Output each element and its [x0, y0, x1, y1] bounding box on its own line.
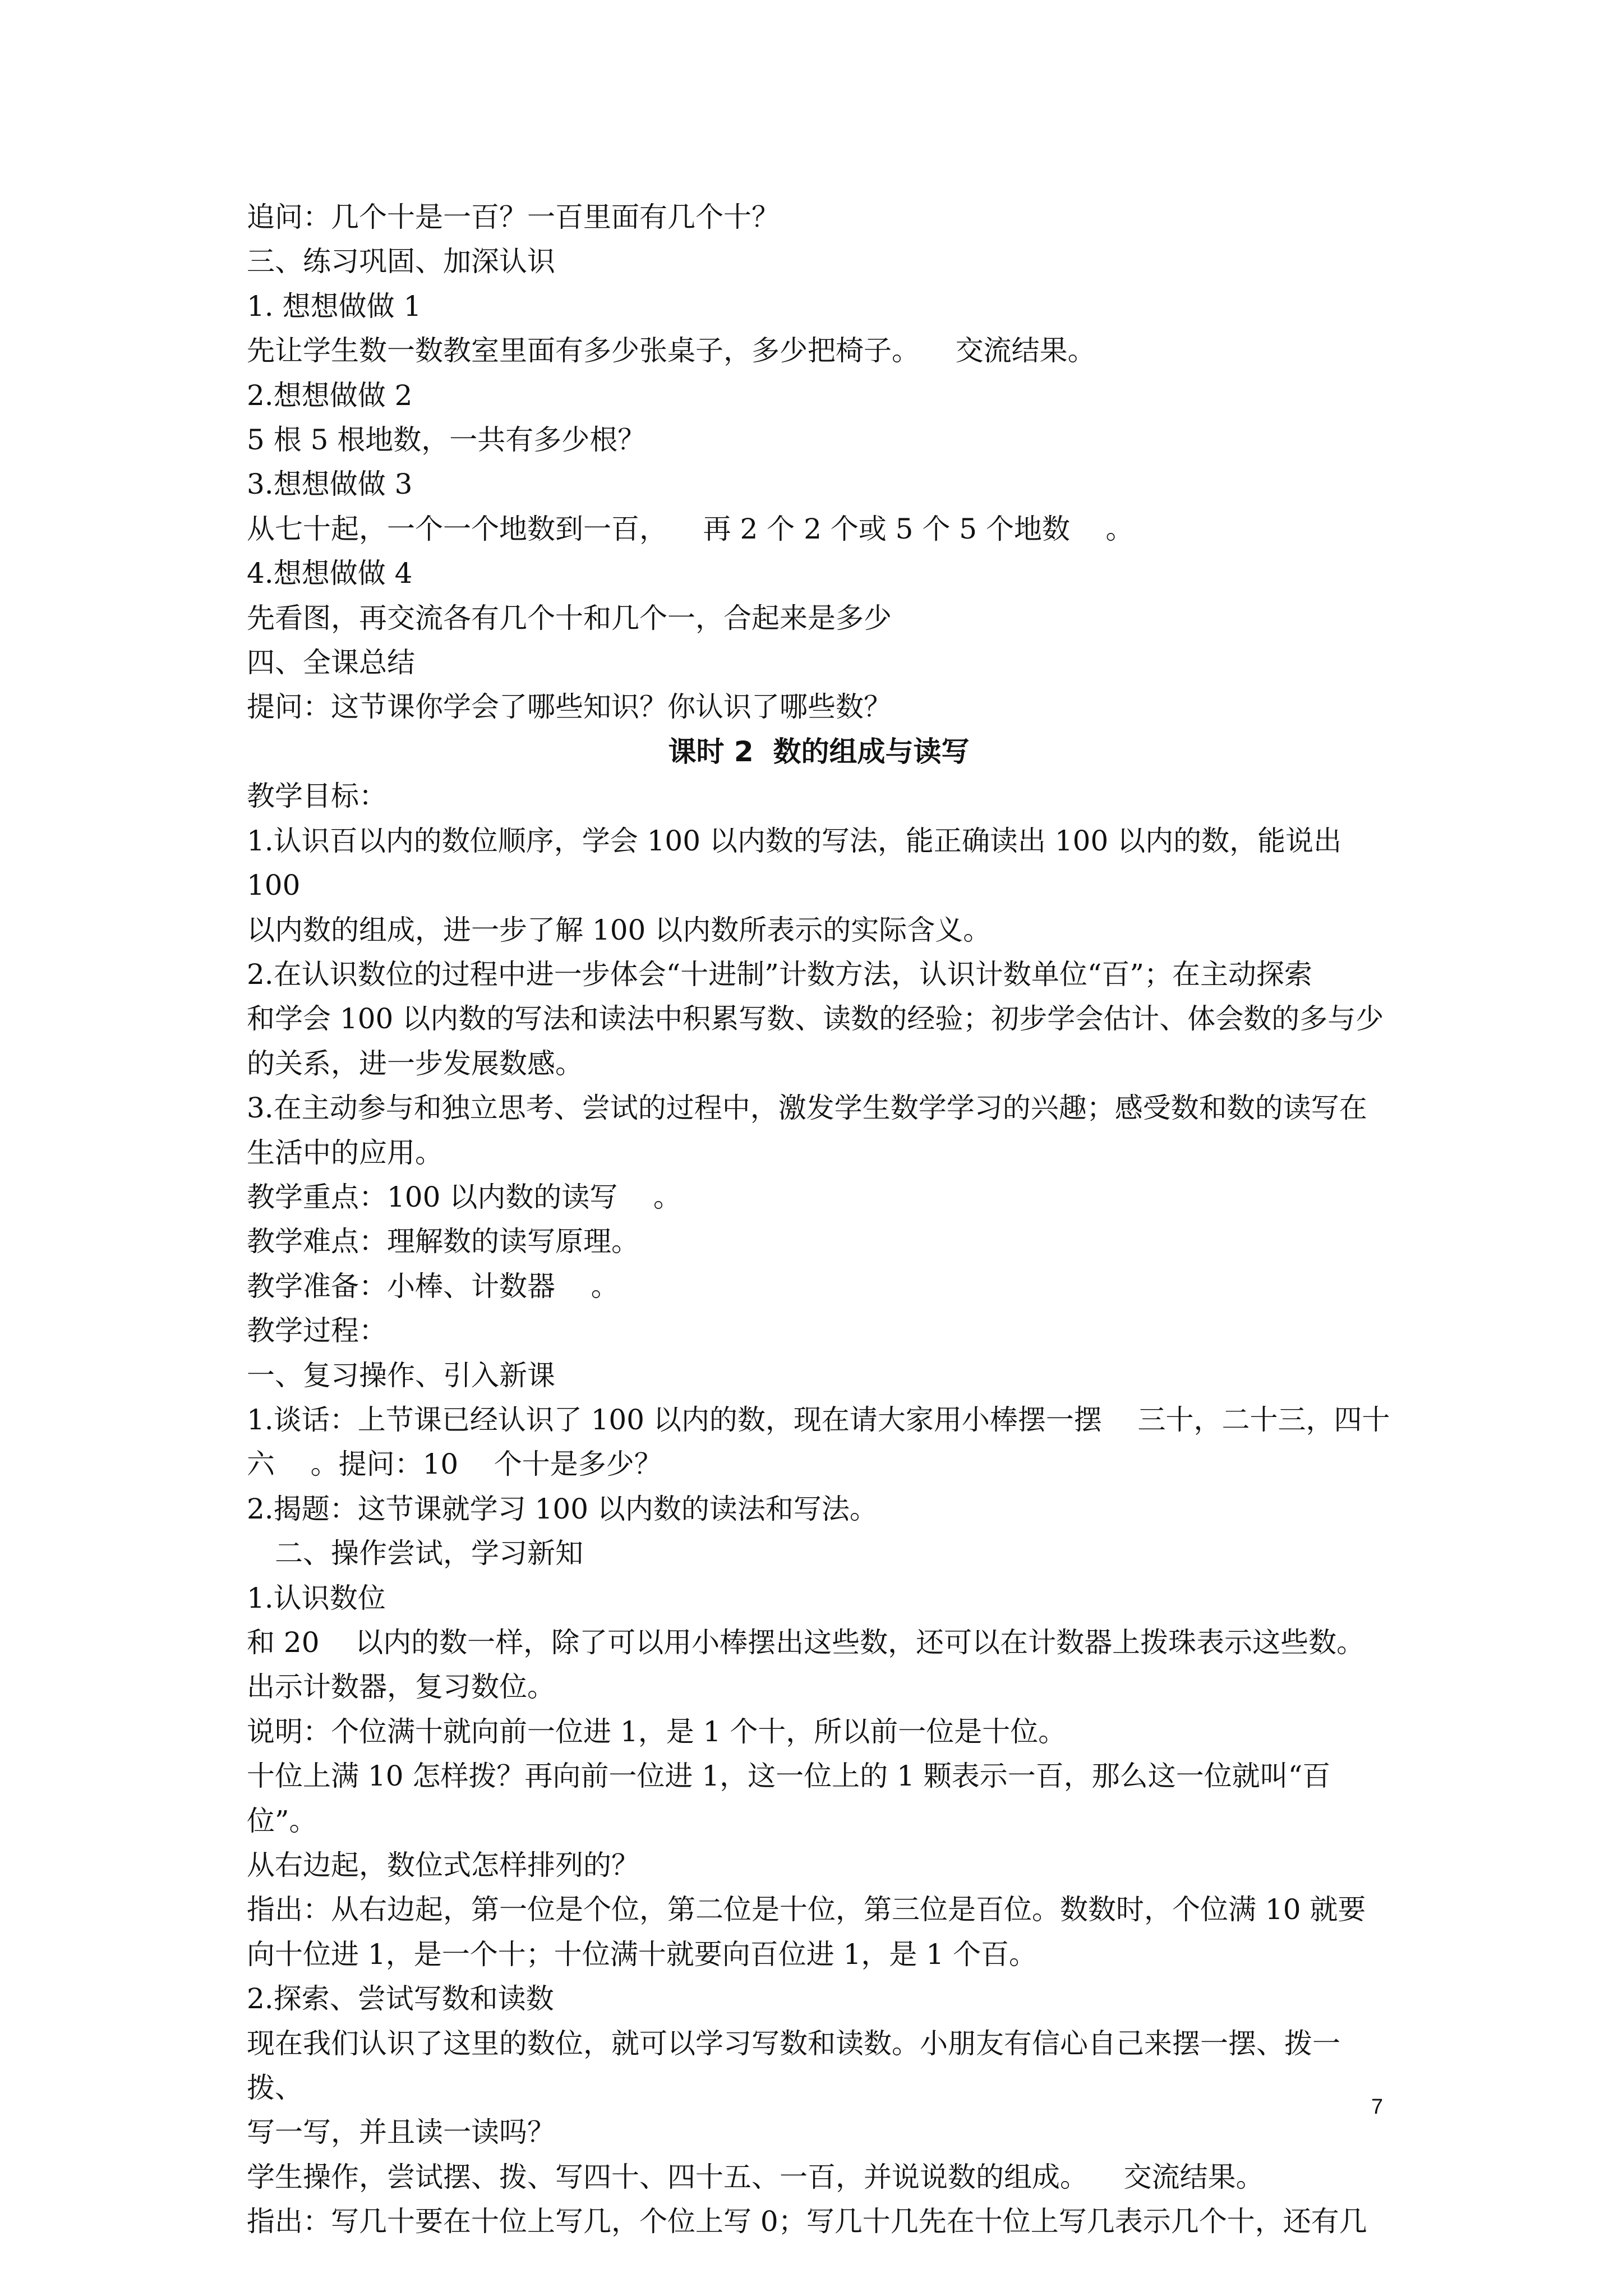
page-number: 7: [1371, 2095, 1384, 2119]
text-line: 2.想想做做 2: [247, 379, 413, 412]
text-line: 和学会 100 以内数的写法和读法中积累写数、读数的经验；初步学会估计、体会数的多与少: [247, 1002, 1384, 1036]
text-line: 1.认识数位: [247, 1581, 386, 1614]
text-line: 生活中的应用。: [247, 1136, 443, 1169]
text-line: 教学准备：小棒、计数器 。: [247, 1269, 619, 1303]
text-line: 先看图，再交流各有几个十和几个一，合起来是多少: [247, 601, 892, 634]
text-line: 1.谈话：上节课已经认识了 100 以内的数，现在请大家用小棒摆一摆 三十，二十三，四十: [247, 1403, 1390, 1436]
text-line: 2.探索、尝试写数和读数: [247, 1982, 554, 2016]
section-heading: 三、练习巩固、加深认识: [247, 245, 555, 278]
text-line: 现在我们认识了这里的数位，就可以学习写数和读数。小朋友有信心自己来摆一摆、拨一拨、: [247, 2027, 1340, 2105]
lesson-title: 课时 2 数的组成与读写: [668, 735, 970, 768]
text-line: 3.想想做做 3: [247, 468, 413, 501]
text-line: 出示计数器，复习数位。: [247, 1671, 555, 1704]
text-line: 1. 想想做做 1: [247, 289, 422, 323]
section-heading: 二、操作尝试，学习新知: [275, 1537, 583, 1570]
text-line: 教学难点：理解数的读写原理。: [247, 1225, 639, 1258]
text-line: 的关系，进一步发展数感。: [247, 1047, 583, 1080]
text-line: 从右边起，数位式怎样排列的？: [247, 1849, 639, 1882]
text-line: 学生操作，尝试摆、拨、写四十、四十五、一百，并说说数的组成。 交流结果。: [247, 2160, 1264, 2193]
text-line: 和 20 以内的数一样，除了可以用小棒摆出这些数，还可以在计数器上拨珠表示这些数。: [247, 1626, 1365, 1659]
text-line: 教学过程：: [247, 1314, 387, 1347]
text-line: 3.在主动参与和独立思考、尝试的过程中，激发学生数学学习的兴趣；感受数和数的读写在: [247, 1092, 1367, 1125]
text-line: 5 根 5 根地数，一共有多少根？: [247, 424, 646, 457]
text-line: 向十位进 1，是一个十；十位满十就要向百位进 1，是 1 个百。: [247, 1938, 1038, 1971]
text-line: 指出：从右边起，第一位是个位，第二位是十位，第三位是百位。数数时，个位满 10 就要: [247, 1893, 1366, 1926]
text-line: 教学重点：100 以内数的读写 。: [247, 1180, 681, 1213]
text-line: 提问：这节课你学会了哪些知识？你认识了哪些数？: [247, 691, 892, 724]
section-heading: 一、复习操作、引入新课: [247, 1359, 555, 1392]
text-line: 写一写，并且读一读吗？: [247, 2116, 555, 2149]
text-line: 以内数的组成，进一步了解 100 以内数所表示的实际含义。: [247, 913, 992, 946]
text-line: 2.揭题：这节课就学习 100 以内数的读法和写法。: [247, 1492, 878, 1525]
section-heading: 四、全课总结: [247, 646, 415, 679]
text-line: 4.想想做做 4: [247, 557, 413, 590]
text-line: 十位上满 10 怎样拨？再向前一位进 1，这一位上的 1 颗表示一百，那么这一位就叫“百: [247, 1760, 1331, 1793]
text-line: 先让学生数一数教室里面有多少张桌子，多少把椅子。 交流结果。: [247, 334, 1096, 367]
text-line: 指出：写几十要在十位上写几，个位上写 0；写几十几先在十位上写几表示几个十，还有几: [247, 2205, 1367, 2238]
text-line: 追问：几个十是一百？一百里面有几个十？: [247, 201, 780, 233]
page-content: [247, 195, 1391, 2244]
text-line: 位”。: [247, 1804, 317, 1837]
text-line: 2.在认识数位的过程中进一步体会“十进制”计数方法，认识计数单位“百”；在主动探索: [247, 958, 1312, 991]
text-line: 六 。提问：10 个十是多少？: [247, 1448, 662, 1481]
text-line: 从七十起，一个一个地数到一百， 再 2 个 2 个或 5 个 5 个地数 。: [247, 512, 1134, 545]
text-line: 说明：个位满十就向前一位进 1，是 1 个十，所以前一位是十位。: [247, 1715, 1067, 1748]
text-line: 教学目标：: [247, 780, 387, 813]
text-line: 1.认识百以内的数位顺序，学会 100 以内数的写法，能正确读出 100 以内的数，能说出 100: [247, 824, 1351, 902]
